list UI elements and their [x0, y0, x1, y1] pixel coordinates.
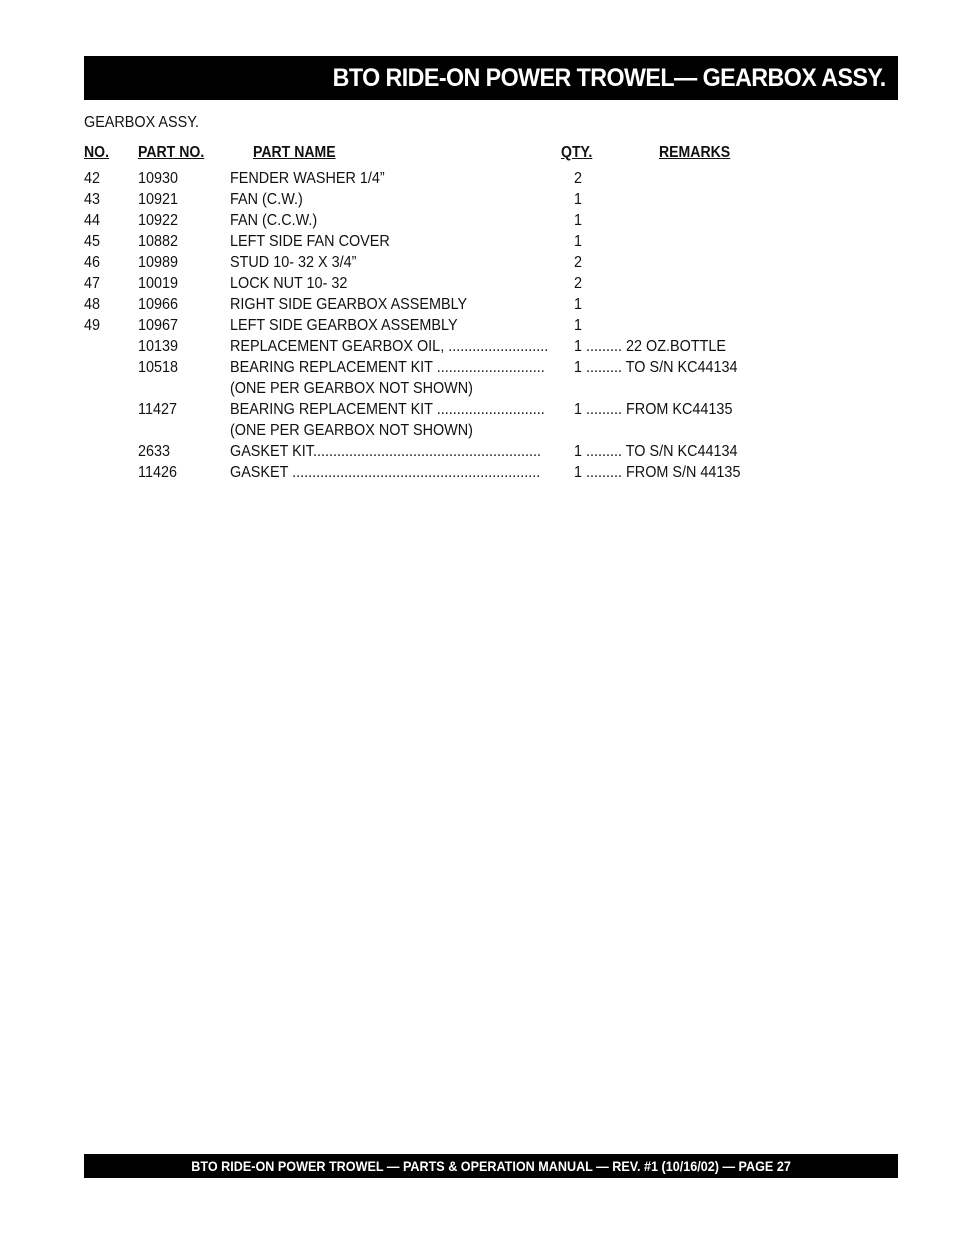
- qty-cell: 1: [574, 233, 583, 250]
- remarks-cell: ......... TO S/N KC44134: [586, 443, 738, 460]
- part-number-cell: 42: [84, 170, 101, 187]
- column-header-remarks: REMARKS: [659, 144, 731, 161]
- part-number-cell: 44: [84, 212, 101, 229]
- part-name-cell: BEARING REPLACEMENT KIT ...........................: [230, 359, 545, 376]
- qty-cell: 2: [574, 275, 583, 292]
- part-number-cell: 43: [84, 191, 101, 208]
- table-row: [0, 378, 954, 399]
- part-id-cell: 10019: [138, 275, 179, 292]
- qty-cell: 1: [574, 296, 583, 313]
- qty-cell: 1: [574, 401, 583, 418]
- part-id-cell: 10966: [138, 296, 179, 313]
- header-bar: [84, 56, 898, 100]
- column-header-part-name: PART NAME: [253, 144, 336, 161]
- table-row: [0, 231, 954, 252]
- part-number-cell: 45: [84, 233, 101, 250]
- column-header-part-no: PART NO.: [138, 144, 205, 161]
- part-id-cell: 10967: [138, 317, 179, 334]
- part-name-cell: GASKET KIT.........................................................: [230, 443, 542, 460]
- part-id-cell: 10989: [138, 254, 179, 271]
- column-header-qty: QTY.: [561, 144, 593, 161]
- part-name-cell: (ONE PER GEARBOX NOT SHOWN): [230, 422, 473, 439]
- section-label: GEARBOX ASSY.: [84, 114, 199, 131]
- remarks-cell: ......... FROM S/N 44135: [586, 464, 741, 481]
- remarks-cell: ......... TO S/N KC44134: [586, 359, 738, 376]
- part-id-cell: 10930: [138, 170, 179, 187]
- part-name-cell: GASKET ..............................................................: [230, 464, 541, 481]
- table-row: [0, 399, 954, 420]
- qty-cell: 1: [574, 464, 583, 481]
- footer-text: BTO RIDE-ON POWER TROWEL — PARTS & OPERATION MANUAL — REV. #1 (10/16/02) — PAGE 27: [191, 1158, 791, 1174]
- part-name-cell: FAN (C.W.): [230, 191, 303, 208]
- part-number-cell: 48: [84, 296, 101, 313]
- table-row: [0, 252, 954, 273]
- part-name-cell: REPLACEMENT GEARBOX OIL, .........................: [230, 338, 549, 355]
- footer-bar: [84, 1154, 898, 1178]
- table-row: [0, 210, 954, 231]
- qty-cell: 2: [574, 254, 583, 271]
- page-title: BTO RIDE-ON POWER TROWEL— GEARBOX ASSY.: [332, 63, 886, 92]
- part-name-cell: BEARING REPLACEMENT KIT ...........................: [230, 401, 545, 418]
- qty-cell: 1: [574, 212, 583, 229]
- qty-cell: 1: [574, 359, 583, 376]
- remarks-cell: ......... 22 OZ.BOTTLE: [586, 338, 727, 355]
- part-name-cell: RIGHT SIDE GEARBOX ASSEMBLY: [230, 296, 468, 313]
- table-row: [0, 294, 954, 315]
- table-row: [0, 189, 954, 210]
- qty-cell: 1: [574, 338, 583, 355]
- part-name-cell: FAN (C.C.W.): [230, 212, 318, 229]
- table-row: [0, 168, 954, 189]
- table-row: [0, 336, 954, 357]
- part-id-cell: 11426: [138, 464, 177, 481]
- table-row: [0, 441, 954, 462]
- qty-cell: 1: [574, 443, 583, 460]
- part-name-cell: LOCK NUT 10- 32: [230, 275, 348, 292]
- table-row: [0, 273, 954, 294]
- part-id-cell: 2633: [138, 443, 171, 460]
- part-id-cell: 10518: [138, 359, 179, 376]
- part-name-cell: FENDER WASHER 1/4”: [230, 170, 385, 187]
- column-header-no: NO.: [84, 144, 110, 161]
- table-row: [0, 420, 954, 441]
- table-row: [0, 462, 954, 483]
- qty-cell: 1: [574, 317, 583, 334]
- table-row: [0, 357, 954, 378]
- qty-cell: 2: [574, 170, 583, 187]
- qty-cell: 1: [574, 191, 583, 208]
- part-number-cell: 49: [84, 317, 101, 334]
- part-number-cell: 47: [84, 275, 101, 292]
- part-name-cell: LEFT SIDE FAN COVER: [230, 233, 390, 250]
- part-name-cell: (ONE PER GEARBOX NOT SHOWN): [230, 380, 473, 397]
- remarks-cell: ......... FROM KC44135: [586, 401, 733, 418]
- parts-list: [0, 168, 954, 483]
- table-row: [0, 315, 954, 336]
- part-id-cell: 11427: [138, 401, 177, 418]
- part-id-cell: 10921: [138, 191, 179, 208]
- part-name-cell: STUD 10- 32 X 3/4”: [230, 254, 357, 271]
- part-number-cell: 46: [84, 254, 101, 271]
- part-name-cell: LEFT SIDE GEARBOX ASSEMBLY: [230, 317, 458, 334]
- part-id-cell: 10922: [138, 212, 179, 229]
- part-id-cell: 10882: [138, 233, 179, 250]
- part-id-cell: 10139: [138, 338, 179, 355]
